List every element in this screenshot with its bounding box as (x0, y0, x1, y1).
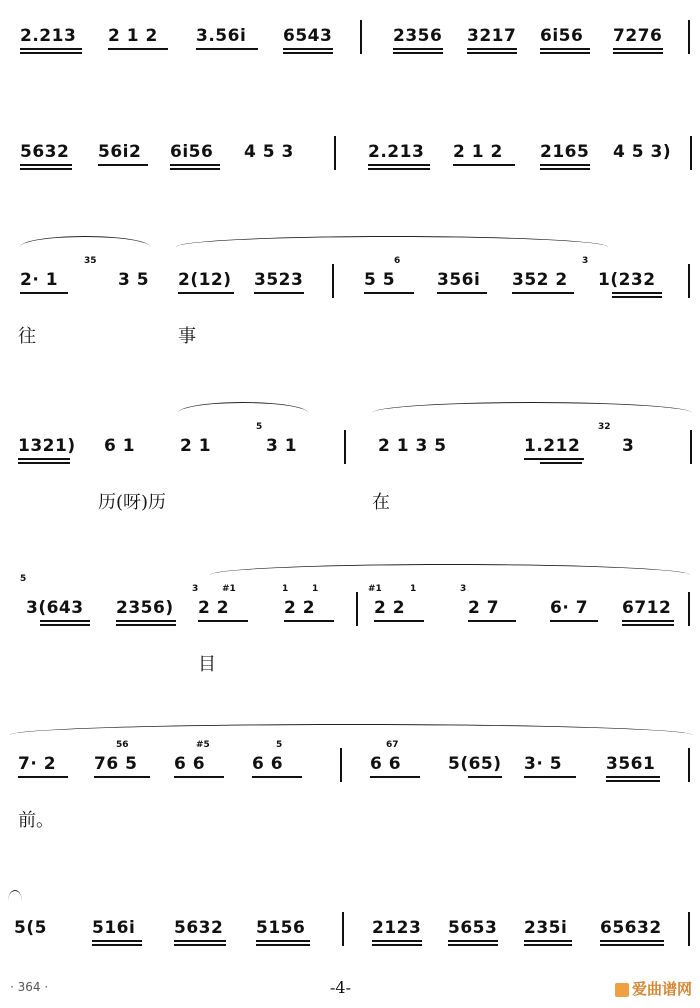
measure-note-group: 3217 (467, 26, 517, 46)
grace-note: 3 (460, 584, 467, 594)
measure-note-group: 2 1 2 (453, 142, 503, 162)
bar-line (688, 264, 690, 298)
measure-note-group: 2 2 (374, 598, 406, 618)
measure-note-group: 56i2 (98, 142, 142, 162)
bar-line (334, 136, 336, 170)
measure-note-group: 3561 (606, 754, 656, 774)
lyric-text: 目 (198, 654, 216, 675)
slur (178, 402, 308, 413)
grace-note: 6 (394, 256, 401, 266)
measure-note-group: 3523 (254, 270, 304, 290)
measure-note-group: 6 6 (174, 754, 206, 774)
measure-note-group: 5632 (174, 918, 224, 938)
bar-line (356, 592, 358, 626)
slur (10, 724, 692, 735)
grace-note: #5 (196, 740, 210, 750)
measure-note-group: 7276 (613, 26, 663, 46)
measure-note-group: 2 7 (468, 598, 500, 618)
measure-note-group: 5(5 (14, 918, 47, 938)
measure-note-group: 2.213 (368, 142, 425, 162)
lyric-text: 事 (178, 326, 196, 347)
page-side-label: · 364 · (10, 980, 49, 994)
slur (8, 890, 22, 901)
bar-line (332, 264, 334, 298)
measure-note-group: 2356) (116, 598, 174, 618)
bar-line (688, 748, 690, 782)
measure-note-group: 6 6 (252, 754, 284, 774)
measure-note-group: 1.212 (524, 436, 581, 456)
bar-line (344, 430, 346, 464)
score-line-4 (0, 422, 700, 526)
bar-line (688, 20, 690, 54)
lyric-text: 在 (372, 492, 390, 513)
measure-note-group: 4 5 3 (244, 142, 294, 162)
grace-note: 5 (20, 574, 27, 584)
grace-note: 35 (84, 256, 97, 266)
slur (20, 236, 150, 247)
slur (176, 236, 608, 247)
measure-note-group: 3.56i (196, 26, 247, 46)
score-line-1 (0, 26, 700, 116)
bar-line (690, 136, 692, 170)
measure-note-group: 2(12) (178, 270, 232, 290)
measure-note-group: 6 1 (104, 436, 136, 456)
score-line-2 (0, 142, 700, 232)
measure-note-group: 3(643 (26, 598, 84, 618)
bar-line (340, 748, 342, 782)
grace-note: 1 (282, 584, 289, 594)
measure-note-group: 5632 (20, 142, 70, 162)
grace-note: #1 (222, 584, 236, 594)
measure-note-group: 235i (524, 918, 568, 938)
bar-line (342, 912, 344, 946)
measure-note-group: 6 6 (370, 754, 402, 774)
grace-note: 3 (582, 256, 589, 266)
measure-note-group: 2 2 (198, 598, 230, 618)
measure-note-group: 6· 7 (550, 598, 589, 618)
measure-note-group: 2· 1 (20, 270, 59, 290)
measure-note-group: 65632 (600, 918, 662, 938)
bar-line (690, 430, 692, 464)
score-line-3 (0, 256, 700, 360)
measure-note-group: 2 2 (284, 598, 316, 618)
measure-note-group: 1321) (18, 436, 76, 456)
measure-note-group: 3· 5 (524, 754, 563, 774)
grace-note: 1 (410, 584, 417, 594)
measure-note-group: 3 (622, 436, 635, 456)
lyric-text: 往 (18, 326, 36, 347)
score-line-6 (0, 740, 700, 844)
page-footer (0, 978, 700, 996)
measure-note-group: 7· 2 (18, 754, 57, 774)
grace-note: 5 (256, 422, 263, 432)
measure-note-group: 5 5 (364, 270, 396, 290)
lyric-text: 前。 (18, 810, 54, 831)
measure-note-group: 3 5 (118, 270, 150, 290)
measure-note-group: 2 1 3 5 (378, 436, 447, 456)
lyric-text: 历(呀)历 (98, 492, 167, 513)
measure-note-group: 356i (437, 270, 481, 290)
measure-note-group: 6i56 (540, 26, 584, 46)
measure-note-group: 2165 (540, 142, 590, 162)
score-line-5 (0, 574, 700, 688)
slur (372, 402, 692, 413)
bar-line (688, 912, 690, 946)
watermark-text: 爱曲谱网 (631, 980, 692, 998)
music-note-icon (615, 983, 629, 997)
bar-line (688, 592, 690, 626)
measure-note-group: 1(232 (598, 270, 656, 290)
measure-note-group: 6543 (283, 26, 333, 46)
slur (210, 564, 690, 575)
measure-note-group: 2356 (393, 26, 443, 46)
measure-note-group: 6i56 (170, 142, 214, 162)
grace-note: 5 (276, 740, 283, 750)
measure-note-group: 2 1 (180, 436, 212, 456)
grace-note: #1 (368, 584, 382, 594)
measure-note-group: 5156 (256, 918, 306, 938)
measure-note-group: 5(65) (448, 754, 502, 774)
measure-note-group: 352 2 (512, 270, 568, 290)
grace-note: 56 (116, 740, 129, 750)
measure-note-group: 6712 (622, 598, 672, 618)
grace-note: 3 (192, 584, 199, 594)
measure-note-group: 2 1 2 (108, 26, 158, 46)
measure-note-group: 76 5 (94, 754, 138, 774)
page-number: -4- (330, 978, 351, 997)
grace-note: 32 (598, 422, 611, 432)
measure-note-group: 2123 (372, 918, 422, 938)
measure-note-group: 516i (92, 918, 136, 938)
measure-note-group: 4 5 3) (613, 142, 672, 162)
grace-note: 67 (386, 740, 399, 750)
measure-note-group: 3 1 (266, 436, 298, 456)
measure-note-group: 2.213 (20, 26, 77, 46)
grace-note: 1 (312, 584, 319, 594)
measure-note-group: 5653 (448, 918, 498, 938)
bar-line (360, 20, 362, 54)
